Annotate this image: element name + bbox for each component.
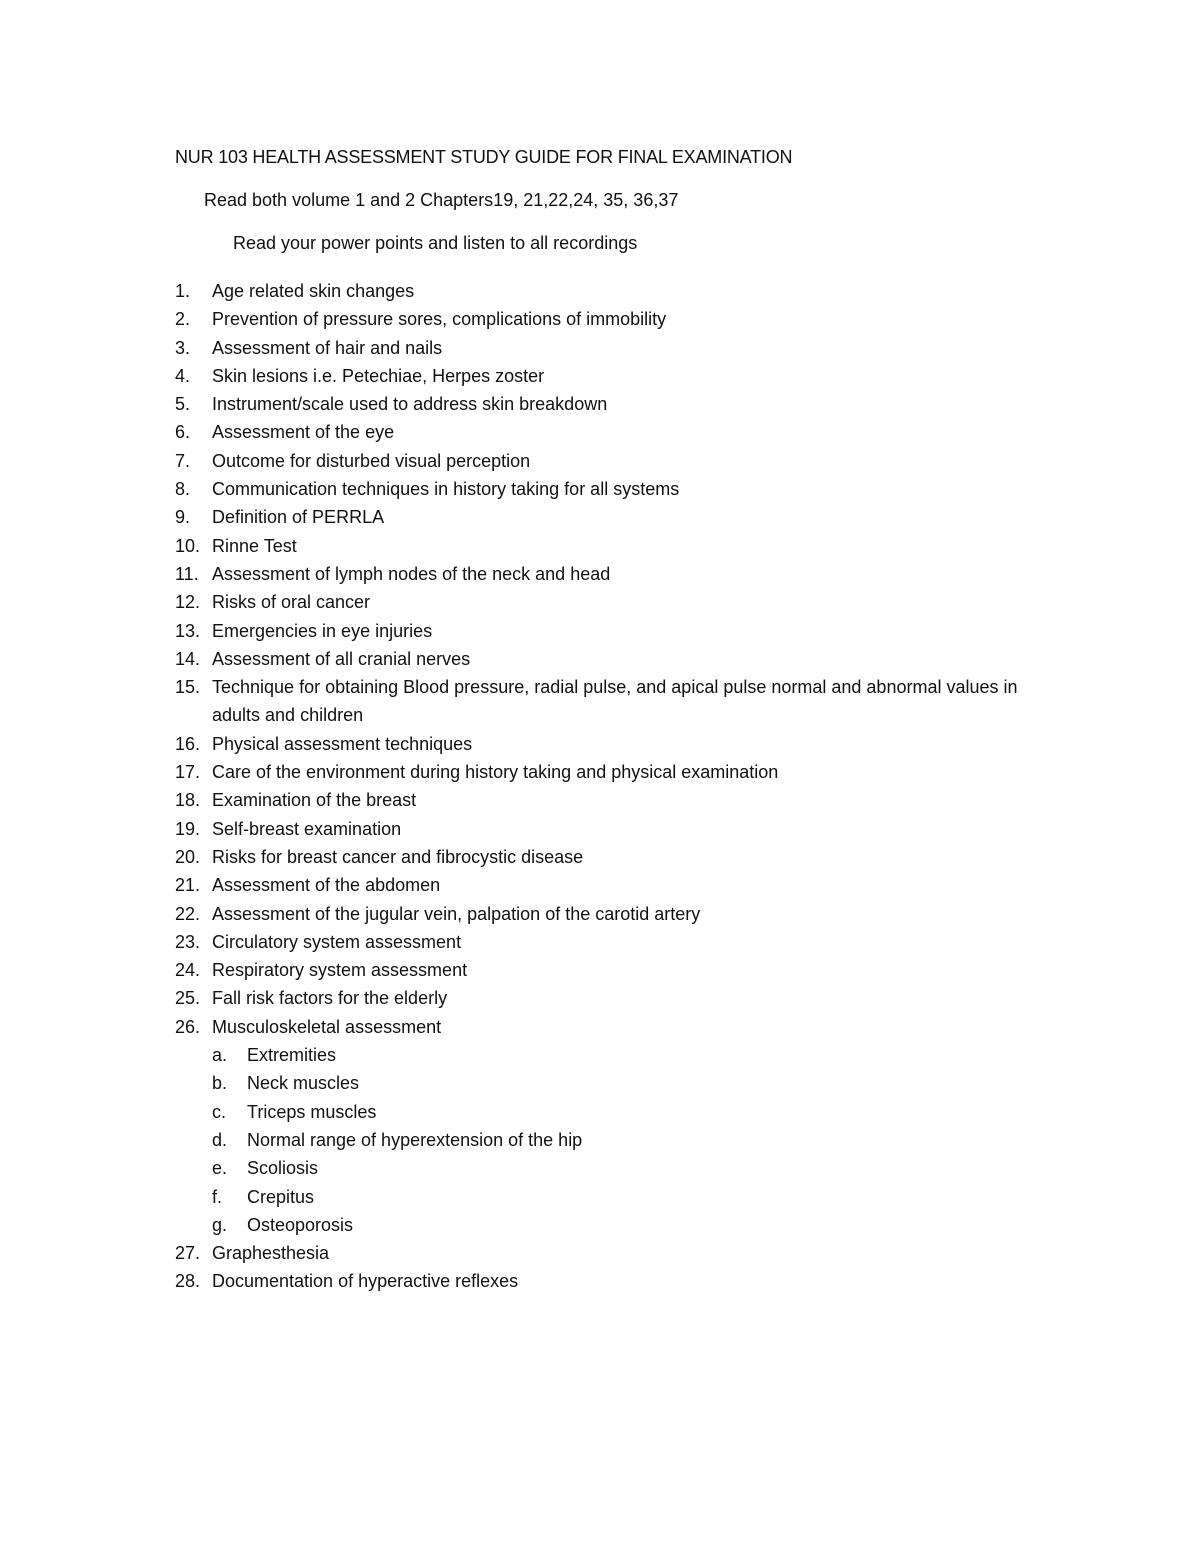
item-number: 8.: [175, 479, 191, 500]
list-item: [175, 758, 1075, 786]
item-text: Risks for breast cancer and fibrocystic disease: [212, 846, 584, 867]
list-item: [175, 503, 1075, 531]
reading-instruction: Read both volume 1 and 2 Chapters19, 21,22,24, 35, 36,37: [204, 190, 679, 210]
item-text: Instrument/scale used to address skin breakdown: [212, 394, 608, 415]
item-text: Graphesthesia: [212, 1243, 330, 1264]
list-item: [175, 277, 1075, 305]
item-number: 1.: [175, 281, 191, 301]
item-text: Musculoskeletal assessment: [212, 1016, 442, 1037]
item-text: Assessment of lymph nodes of the neck and head: [212, 563, 611, 584]
sub-list-item: [212, 1211, 1075, 1239]
list-item: [175, 334, 1075, 362]
item-number: 14.: [175, 648, 201, 669]
item-number: 5.: [175, 394, 191, 415]
item-number: 16.: [175, 733, 201, 754]
item-text: Documentation of hyperactive reflexes: [212, 1271, 519, 1292]
list-item: [175, 730, 1075, 758]
item-text: Skin lesions i.e. Petechiae, Herpes zoster: [212, 365, 545, 386]
recording-instruction: Read your power points and listen to all recordings: [233, 233, 638, 253]
item-number: 11.: [175, 563, 199, 584]
document-title: NUR 103 HEALTH ASSESSMENT STUDY GUIDE FOR FINAL EXAMINATION: [175, 147, 793, 167]
item-text: Fall risk factors for the elderly: [212, 988, 448, 1009]
sub-item-letter: c.: [212, 1101, 227, 1122]
item-text: Circulatory system assessment: [212, 931, 462, 952]
item-text: Outcome for disturbed visual perception: [212, 450, 531, 471]
item-text: Care of the environment during history taking and physical examination: [212, 762, 779, 783]
item-text: Emergencies in eye injuries: [212, 620, 433, 641]
item-number: 20.: [175, 846, 201, 867]
item-number: 18.: [175, 790, 201, 811]
item-text: Communication techniques in history taking for all systems: [212, 479, 680, 500]
sub-item-text: Triceps muscles: [247, 1101, 377, 1122]
item-number: 17.: [175, 762, 201, 783]
sub-item-letter: g.: [212, 1214, 228, 1235]
list-item: [175, 560, 1075, 588]
sub-item-letter: f.: [212, 1186, 223, 1207]
sub-item-text: Extremities: [247, 1045, 337, 1066]
list-item: [175, 673, 1022, 730]
list-item: [175, 1013, 1075, 1239]
sub-item-text: Normal range of hyperextension of the hip: [247, 1129, 583, 1150]
sub-item-text: Crepitus: [247, 1186, 315, 1207]
sub-list-item: [212, 1069, 1075, 1097]
sub-item-text: Osteoporosis: [247, 1214, 354, 1235]
item-text: Assessment of the jugular vein, palpation of the carotid artery: [212, 903, 701, 924]
item-text: Definition of PERRLA: [212, 507, 385, 528]
list-item: [175, 928, 1075, 956]
sub-item-letter: e.: [212, 1158, 228, 1179]
item-number: 4.: [175, 365, 191, 386]
item-number: 27.: [175, 1243, 201, 1264]
item-number: 21.: [175, 875, 201, 896]
sub-item-text: Scoliosis: [247, 1158, 319, 1179]
item-number: 24.: [175, 960, 201, 981]
sub-list-item: [212, 1183, 1075, 1211]
list-item: [175, 418, 1075, 446]
study-topics-list: [175, 277, 1075, 1296]
list-item: [175, 1267, 1075, 1295]
item-text: Age related skin changes: [212, 281, 415, 301]
item-number: 28.: [175, 1271, 201, 1292]
item-number: 6.: [175, 422, 191, 443]
sub-list-item: [212, 1154, 1075, 1182]
item-number: 13.: [175, 620, 201, 641]
item-text: Technique for obtaining Blood pressure, radial pulse, and apical pulse normal and abnormal values in adults and children: [212, 677, 1018, 726]
sub-item-letter: a.: [212, 1045, 228, 1066]
list-item: [175, 447, 1075, 475]
item-text: Assessment of the abdomen: [212, 875, 441, 896]
item-number: 15.: [175, 677, 201, 698]
item-number: 2.: [175, 309, 191, 330]
list-item: [175, 645, 1075, 673]
sub-list-item: [212, 1098, 1075, 1126]
list-item: [175, 984, 1075, 1012]
sub-item-text: Neck muscles: [247, 1073, 360, 1094]
item-text: Examination of the breast: [212, 790, 417, 811]
item-number: 9.: [175, 507, 191, 528]
item-text: Assessment of all cranial nerves: [212, 648, 471, 669]
list-item: [175, 815, 1075, 843]
item-number: 23.: [175, 931, 201, 952]
list-item: [175, 1239, 1075, 1267]
musculoskeletal-sublist: [212, 1041, 1075, 1239]
list-item: [175, 362, 1075, 390]
list-item: [175, 956, 1075, 984]
item-text: Assessment of the eye: [212, 422, 395, 443]
item-text: Rinne Test: [212, 535, 297, 556]
item-text: Prevention of pressure sores, complications of immobility: [212, 309, 667, 330]
sub-item-letter: b.: [212, 1073, 228, 1094]
list-item: [175, 475, 1075, 503]
list-item: [175, 390, 1075, 418]
item-number: 26.: [175, 1016, 201, 1037]
item-number: 25.: [175, 988, 201, 1009]
sub-list-item: [212, 1126, 1075, 1154]
item-text: Assessment of hair and nails: [212, 337, 443, 358]
item-number: 7.: [175, 450, 191, 471]
item-number: 19.: [175, 818, 201, 839]
item-text: Respiratory system assessment: [212, 960, 468, 981]
sub-item-letter: d.: [212, 1129, 228, 1150]
list-item: [175, 305, 1075, 333]
item-number: 22.: [175, 903, 201, 924]
item-text: Risks of oral cancer: [212, 592, 371, 613]
sub-list-item: [212, 1041, 1075, 1069]
item-text: Self-breast examination: [212, 818, 402, 839]
item-number: 12.: [175, 592, 201, 613]
item-number: 10.: [175, 535, 201, 556]
list-item: [175, 871, 1075, 899]
item-number: 3.: [175, 337, 191, 358]
list-item: [175, 843, 1075, 871]
item-text: Physical assessment techniques: [212, 733, 473, 754]
list-item: [175, 900, 1075, 928]
list-item: [175, 786, 1075, 814]
list-item: [175, 588, 1075, 616]
list-item: [175, 532, 1075, 560]
list-item: [175, 617, 1075, 645]
